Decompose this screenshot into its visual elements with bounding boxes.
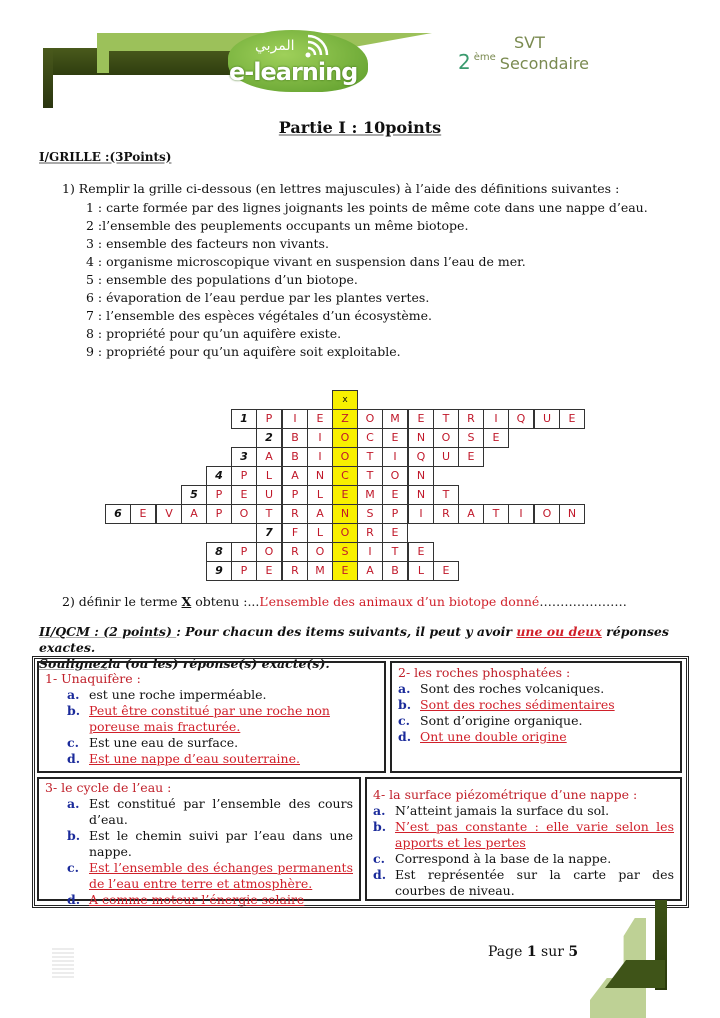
qcm-option-text-correct: N’est pas constante : elle varie selon les apports et les pertes [395, 819, 674, 850]
grid-letter-cell[interactable]: R [282, 504, 308, 524]
qcm-option[interactable] [45, 703, 378, 735]
qcm-option[interactable] [45, 751, 378, 767]
question-2-mid: obtenu :... [191, 594, 260, 609]
grid-letter-cell[interactable]: O [382, 466, 408, 486]
wifi-icon [300, 33, 340, 59]
grid-letter-cell[interactable]: L [408, 561, 434, 581]
qcm-option-text: Sont des roches volcaniques. [420, 681, 605, 696]
grid-letter-cell[interactable]: A [282, 466, 308, 486]
grid-key-letter-cell[interactable]: O [332, 447, 358, 467]
grid-letter-cell[interactable]: N [307, 466, 333, 486]
qcm-option[interactable] [373, 867, 674, 899]
grid-letter-cell[interactable]: E [408, 542, 434, 562]
grid-letter-cell[interactable]: T [483, 504, 509, 524]
grid-letter-cell[interactable]: P [206, 485, 232, 505]
page-current: 1 [526, 944, 537, 960]
qcm-heading-line2: la (ou les) réponse(s) exacte(s). [107, 656, 330, 671]
grid-letter-cell[interactable]: N [408, 428, 434, 448]
qcm-heading-highlight: une ou deux [516, 624, 602, 639]
grid-letter-cell[interactable]: U [433, 447, 459, 467]
qcm-option-text: Sont d’origine organique. [420, 713, 583, 728]
page-number [488, 944, 578, 960]
qcm-option-letter: a. [67, 687, 80, 702]
qcm-option-letter: c. [373, 851, 385, 866]
grid-key-letter-cell[interactable]: S [332, 542, 358, 562]
qcm-option[interactable] [45, 892, 353, 908]
grid-number-cell: 6 [105, 504, 131, 524]
grid-letter-cell[interactable]: N [559, 504, 585, 524]
grid-key-letter-cell[interactable]: C [332, 466, 358, 486]
grid-key-header-cell[interactable]: x [332, 390, 358, 410]
question-2-term: X [181, 594, 192, 609]
grid-letter-cell[interactable]: M [307, 561, 333, 581]
grid-letter-cell[interactable]: E [231, 485, 257, 505]
grid-letter-cell[interactable]: A [256, 447, 282, 467]
grid-letter-cell[interactable]: T [357, 447, 383, 467]
footer-decoration [52, 948, 74, 978]
grid-letter-cell[interactable]: P [256, 409, 282, 429]
grid-letter-cell[interactable]: A [458, 504, 484, 524]
grid-letter-cell[interactable]: R [458, 409, 484, 429]
grid-letter-cell[interactable]: O [307, 542, 333, 562]
grid-letter-cell[interactable]: E [382, 485, 408, 505]
grid-number-cell: 8 [206, 542, 232, 562]
grid-letter-cell[interactable]: E [382, 428, 408, 448]
qcm-option-letter: c. [67, 860, 79, 875]
qcm-question-title: 1- Unaquifère : [45, 671, 141, 686]
grid-letter-cell[interactable]: T [382, 542, 408, 562]
grid-letter-cell[interactable]: E [458, 447, 484, 467]
grid-letter-cell[interactable]: Q [408, 447, 434, 467]
grid-letter-cell[interactable]: I [483, 409, 509, 429]
grid-letter-cell[interactable]: U [534, 409, 560, 429]
page-title-text: Partie I : 10points [278, 118, 442, 137]
grid-letter-cell[interactable]: M [357, 485, 383, 505]
grid-number-cell: 2 [256, 428, 282, 448]
grid-letter-cell[interactable]: Q [508, 409, 534, 429]
grid-letter-cell[interactable]: B [382, 561, 408, 581]
definition-item: 2 :l’ensemble des peuplements occupants un même biotope. [86, 218, 469, 233]
grid-key-letter-cell[interactable]: E [332, 485, 358, 505]
grid-letter-cell[interactable]: E [382, 523, 408, 543]
grid-letter-cell[interactable]: R [282, 542, 308, 562]
definition-item: 3 : ensemble des facteurs non vivants. [86, 236, 329, 251]
grid-letter-cell[interactable]: I [357, 542, 383, 562]
qcm-option[interactable] [45, 687, 378, 703]
grade-label [458, 50, 589, 74]
qcm-heading-label: II/QCM : (2 points) [39, 624, 177, 639]
grid-letter-cell[interactable]: L [307, 485, 333, 505]
grid-letter-cell[interactable]: I [282, 409, 308, 429]
qcm-heading-instruction-end: réponses exactes. [39, 624, 669, 655]
logo-arabic-text: المربي [255, 38, 295, 54]
grid-letter-cell[interactable]: L [307, 523, 333, 543]
qcm-option-text-correct: Peut être constitué par une roche non poreuse mais fracturée. [89, 703, 330, 734]
grid-letter-cell[interactable]: T [433, 409, 459, 429]
definition-item: 1 : carte formée par des lignes joignants les points de même cote dans une nappe d’eau. [86, 200, 648, 215]
grid-letter-cell[interactable]: E [433, 561, 459, 581]
qcm-option-letter: d. [67, 892, 81, 907]
grid-letter-cell[interactable]: S [458, 428, 484, 448]
section-grille-heading: I/GRILLE :(3Points) [39, 150, 172, 164]
qcm-heading-underline-word: Soulignez [39, 656, 108, 671]
qcm-option-text: Est constitué par l’ensemble des cours d’eau. [89, 796, 353, 827]
grid-letter-cell[interactable]: O [231, 504, 257, 524]
qcm-question-title: 4- la surface piézométrique d’une nappe : [373, 787, 638, 802]
grid-letter-cell[interactable]: C [357, 428, 383, 448]
qcm-option[interactable] [373, 851, 674, 867]
qcm-table [32, 656, 689, 908]
qcm-option-text: Est une eau de surface. [89, 735, 239, 750]
qcm-option-text: Est représentée sur la carte par des courbes de niveau. [395, 867, 674, 898]
grid-letter-cell[interactable]: O [534, 504, 560, 524]
definition-item: 9 : propriété pour qu’un aquifère soit exploitable. [86, 344, 401, 359]
grid-letter-cell[interactable]: P [282, 485, 308, 505]
qcm-option[interactable] [45, 735, 378, 751]
page-label: Page [488, 944, 527, 960]
grid-letter-cell[interactable]: P [206, 504, 232, 524]
grid-letter-cell[interactable]: E [483, 428, 509, 448]
grade-number: 2 [458, 50, 471, 74]
grid-letter-cell[interactable]: N [408, 485, 434, 505]
grade-suffix: ème [473, 52, 496, 63]
grid-letter-cell[interactable]: O [256, 542, 282, 562]
logo-band-dark-vertical [43, 48, 53, 108]
qcm-option[interactable] [373, 819, 674, 851]
grid-letter-cell[interactable]: M [382, 409, 408, 429]
grid-letter-cell[interactable]: E [559, 409, 585, 429]
grid-letter-cell[interactable]: E [130, 504, 156, 524]
grid-letter-cell[interactable]: S [357, 504, 383, 524]
definitions-list [86, 199, 648, 361]
grid-letter-cell[interactable]: A [307, 504, 333, 524]
qcm-heading-instruction: : Pour chacun des items suivants, il peut y avoir [176, 624, 517, 639]
question-1-text: 1) Remplir la grille ci-dessous (en lettres majuscules) à l’aide des définitions suivantes : [62, 181, 620, 196]
qcm-question-2 [390, 661, 682, 773]
qcm-question-title: 3- le cycle de l’eau : [45, 780, 172, 795]
corner-decoration-dark-wedge [605, 960, 665, 988]
grid-number-cell: 7 [256, 523, 282, 543]
qcm-option-letter: b. [373, 819, 387, 834]
grid-letter-cell[interactable]: A [357, 561, 383, 581]
definition-item: 8 : propriété pour qu’un aquifère existe. [86, 326, 342, 341]
qcm-option-text-correct: Est l’ensemble des échanges permanents de l’eau entre terre et atmosphère. [89, 860, 353, 891]
qcm-option[interactable] [398, 713, 674, 729]
grid-letter-cell[interactable]: T [256, 504, 282, 524]
grid-letter-cell[interactable]: A [181, 504, 207, 524]
question-2-prefix: 2) définir le terme [62, 594, 182, 609]
qcm-option-text: N’atteint jamais la surface du sol. [395, 803, 610, 818]
grid-letter-cell[interactable]: T [357, 466, 383, 486]
logo-band-light-vertical [97, 33, 109, 73]
grid-letter-cell[interactable]: O [433, 428, 459, 448]
grid-number-cell: 3 [231, 447, 257, 467]
grid-number-cell: 9 [206, 561, 232, 581]
grid-letter-cell[interactable]: P [382, 504, 408, 524]
qcm-option-text: est une roche imperméable. [89, 687, 267, 702]
grid-letter-cell[interactable]: I [382, 447, 408, 467]
grid-letter-cell[interactable]: O [357, 409, 383, 429]
grid-key-letter-cell[interactable]: N [332, 504, 358, 524]
grid-letter-cell[interactable]: R [357, 523, 383, 543]
grid-letter-cell[interactable]: E [256, 561, 282, 581]
definition-item: 4 : organisme microscopique vivant en suspension dans l’eau de mer. [86, 254, 526, 269]
qcm-option-letter: a. [398, 681, 411, 696]
qcm-question-3 [37, 777, 361, 907]
grid-letter-cell[interactable]: I [408, 504, 434, 524]
qcm-option-text-correct: Sont des roches sédimentaires [420, 697, 615, 712]
page-sep: sur [536, 944, 569, 960]
qcm-option-letter: a. [373, 803, 386, 818]
grid-letter-cell[interactable]: I [307, 428, 333, 448]
qcm-option[interactable] [45, 796, 353, 828]
grid-letter-cell[interactable]: B [282, 447, 308, 467]
grid-key-letter-cell[interactable]: E [332, 561, 358, 581]
qcm-option-letter: b. [67, 828, 81, 843]
qcm-option[interactable] [398, 697, 674, 713]
grid-letter-cell[interactable]: E [408, 409, 434, 429]
grid-number-cell: 1 [231, 409, 257, 429]
qcm-option-letter: a. [67, 796, 80, 811]
qcm-option-text-correct: Ont une double origine [420, 729, 567, 744]
grid-letter-cell[interactable]: B [282, 428, 308, 448]
grid-key-letter-cell[interactable]: O [332, 523, 358, 543]
qcm-option-text-correct: A comme moteur l’énergie solaire [89, 892, 305, 907]
qcm-option[interactable] [45, 860, 353, 892]
qcm-question-1 [37, 661, 386, 773]
grid-letter-cell[interactable]: L [256, 466, 282, 486]
qcm-option-letter: b. [398, 697, 412, 712]
question-2-dots: ………………… [539, 594, 627, 609]
grid-letter-cell[interactable]: P [231, 542, 257, 562]
grid-number-cell: 5 [181, 485, 207, 505]
qcm-option-text: Correspond à la base de la nappe. [395, 851, 612, 866]
qcm-option-letter: c. [398, 713, 410, 728]
grid-letter-cell[interactable]: E [307, 409, 333, 429]
page-title [0, 118, 720, 137]
grid-letter-cell[interactable]: T [433, 485, 459, 505]
grid-letter-cell[interactable]: P [231, 561, 257, 581]
qcm-option-letter: d. [373, 867, 387, 882]
grade-level: Secondaire [499, 54, 589, 73]
grid-letter-cell[interactable]: N [408, 466, 434, 486]
definition-item: 6 : évaporation de l’eau perdue par les plantes vertes. [86, 290, 430, 305]
grid-key-letter-cell[interactable]: Z [332, 409, 358, 429]
qcm-option-text: Est le chemin suivi par l’eau dans une nappe. [89, 828, 353, 859]
qcm-option-letter: d. [67, 751, 81, 766]
grid-number-cell: 4 [206, 466, 232, 486]
qcm-option[interactable] [45, 828, 353, 860]
qcm-option[interactable] [398, 681, 674, 697]
qcm-option-letter: c. [67, 735, 79, 750]
grid-key-letter-cell[interactable]: O [332, 428, 358, 448]
definition-item: 5 : ensemble des populations d’un biotope. [86, 272, 358, 287]
qcm-option-letter: d. [398, 729, 412, 744]
grid-letter-cell[interactable]: R [282, 561, 308, 581]
grid-letter-cell[interactable]: U [256, 485, 282, 505]
grid-letter-cell[interactable]: R [433, 504, 459, 524]
grid-letter-cell[interactable]: P [231, 466, 257, 486]
qcm-option-letter: b. [67, 703, 81, 718]
logo-text: e-learning [229, 58, 358, 86]
grid-letter-cell[interactable]: V [156, 504, 182, 524]
definition-item: 7 : l’ensemble des espèces végétales d’un écosystème. [86, 308, 432, 323]
qcm-option[interactable] [398, 729, 674, 745]
question-2-answer: L’ensemble des animaux d’un biotope donné [259, 594, 540, 609]
grid-letter-cell[interactable]: I [508, 504, 534, 524]
question-2 [62, 594, 627, 609]
qcm-question-title: 2- les roches phosphatées : [398, 665, 571, 680]
subject-label: SVT [514, 33, 545, 52]
grid-letter-cell[interactable]: F [282, 523, 308, 543]
qcm-option[interactable] [373, 803, 674, 819]
qcm-option-text-correct: Est une nappe d’eau souterraine. [89, 751, 300, 766]
page-total: 5 [568, 944, 579, 960]
qcm-question-4 [365, 777, 682, 901]
grid-letter-cell[interactable]: I [307, 447, 333, 467]
